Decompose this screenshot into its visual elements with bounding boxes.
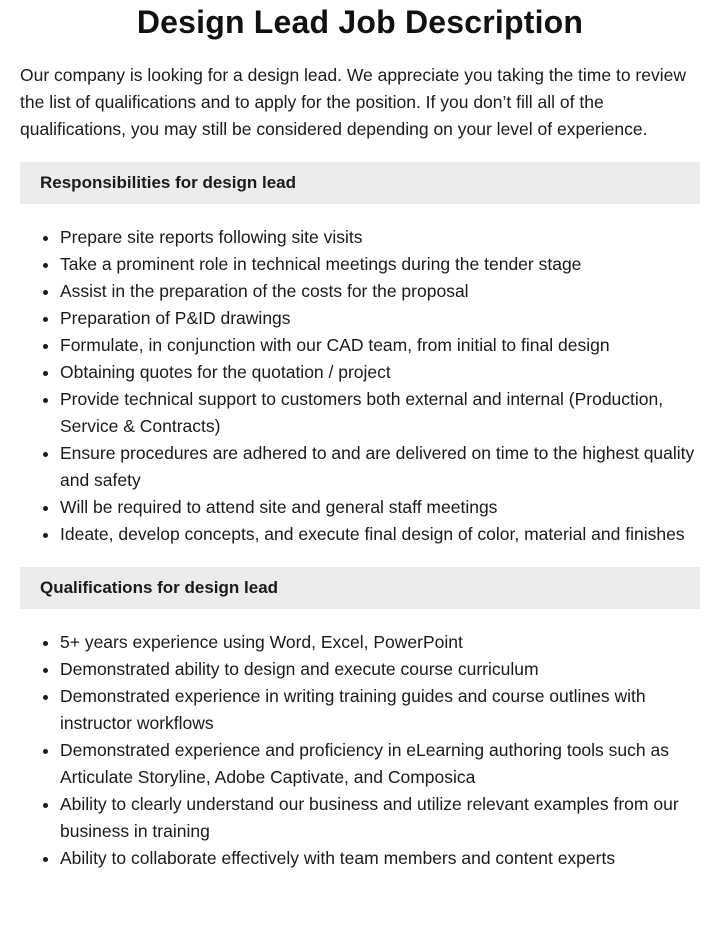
list-item: • Ideate, develop concepts, and execute final design of color, material and finishes bbox=[60, 521, 700, 548]
page-title: Design Lead Job Description bbox=[136, 4, 584, 40]
list-item: • Ability to clearly understand our business and utilize relevant examples from our business in training bbox=[60, 791, 700, 845]
list-item: • Demonstrated experience in writing training guides and course outlines with instructor workflows bbox=[60, 683, 700, 737]
list-item: • Obtaining quotes for the quotation / project bbox=[60, 359, 700, 386]
list-item: • Formulate, in conjunction with our CAD team, from initial to final design bbox=[60, 332, 700, 359]
list-item: • Demonstrated ability to design and execute course curriculum bbox=[60, 656, 700, 683]
list-item: • Will be required to attend site and general staff meetings bbox=[60, 494, 700, 521]
list-item: • Provide technical support to customers both external and internal (Production, Service & Contracts) bbox=[60, 386, 700, 440]
responsibilities-list bbox=[20, 224, 700, 548]
qualifications-heading: Qualifications for design lead bbox=[20, 567, 700, 609]
list-item: • Demonstrated experience and proficiency in eLearning authoring tools such as Articulate Storyline, Adobe Captivate, and Composica bbox=[60, 737, 700, 791]
list-item: • Ensure procedures are adhered to and are delivered on time to the highest quality and safety bbox=[60, 440, 700, 494]
list-item: • Prepare site reports following site visits bbox=[60, 224, 700, 251]
list-item: • Ability to collaborate effectively with team members and content experts bbox=[60, 845, 700, 872]
list-item: • Preparation of P&ID drawings bbox=[60, 305, 700, 332]
responsibilities-heading: Responsibilities for design lead bbox=[20, 162, 700, 204]
qualifications-list bbox=[20, 629, 700, 872]
intro-paragraph: Our company is looking for a design lead. We appreciate you taking the time to review the list of qualifications and to apply for the position. If you don’t fill all of the qualifications, you may still be considered depending on your level of experience. bbox=[20, 65, 686, 139]
list-item: • Assist in the preparation of the costs for the proposal bbox=[60, 278, 700, 305]
list-item: • 5+ years experience using Word, Excel, PowerPoint bbox=[60, 629, 700, 656]
list-item: • Take a prominent role in technical meetings during the tender stage bbox=[60, 251, 700, 278]
